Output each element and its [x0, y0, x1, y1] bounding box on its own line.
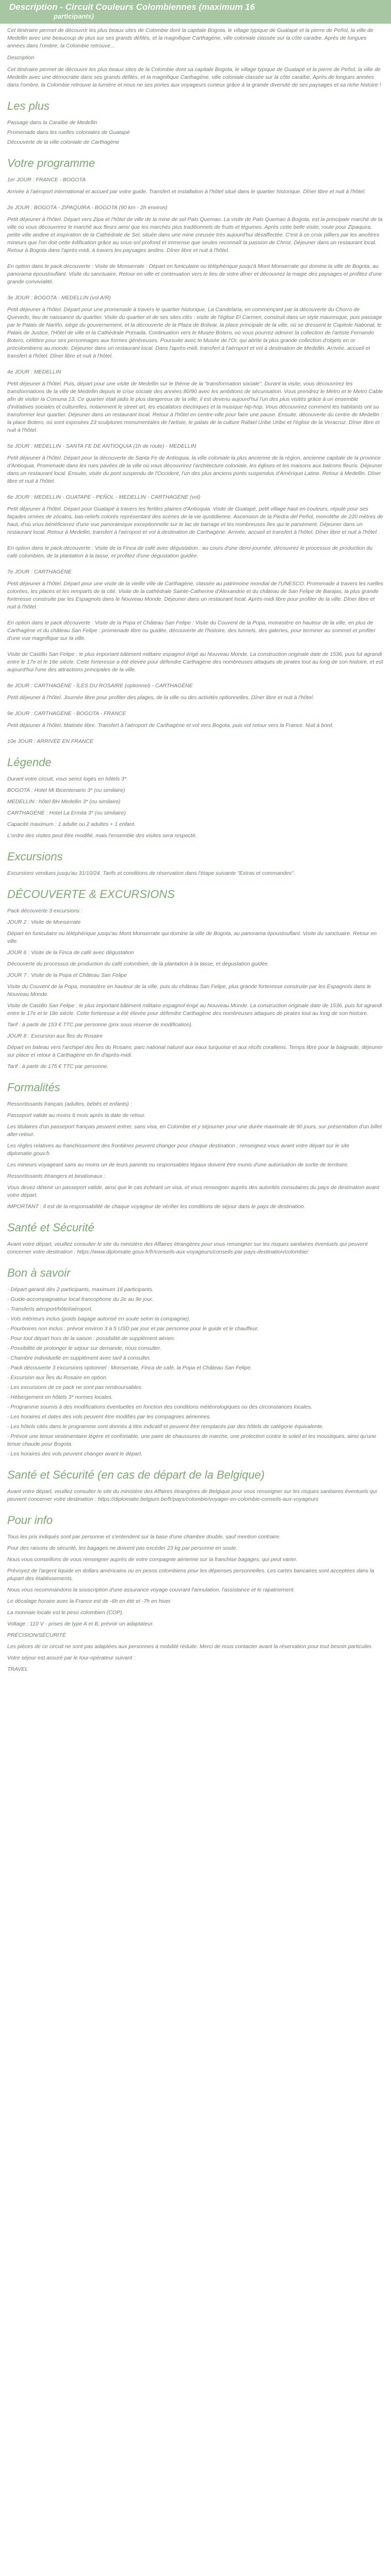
intro-section	[7, 27, 384, 89]
programme-day	[7, 568, 384, 611]
list-item: - Départ garanti dès 2 participants, maximum 16 participants.	[7, 1286, 154, 1293]
section-heading-pack: DÉCOUVERTE & EXCURSIONS	[7, 888, 175, 901]
list-item: - Programme soumis à des modifications éventuelles en fonction des conditions météorologiques ou des circonstances locales.	[7, 1404, 313, 1410]
info-line: Voltage : 110 V - prises de type A et B, prévoir un adaptateur.	[7, 1621, 154, 1627]
day-description: Petit déjeuner à l'hôtel. Départ pour la découverte de Santa Fe de Antioquia, la ville coloniale la plus ancienne de la région, ancienne capitale de la province d'Antioquia. Promenade dans les rues pavées de la ville où vous découvrirez l'architecture coloniale, les églises et les maisons aux balcons fleuris. Déjeuner dans un restaurant local. Ensuite, visite du pont suspendu de l'Occident, l'un des plus anciens ponts suspendus d'Amérique Latine. Retour à Medellin. Dîner libre et nuit à l'hôtel.	[7, 455, 383, 484]
day-title: 3e JOUR : BOGOTA - MEDELLIN (vol A/R)	[7, 295, 111, 301]
pack-line: Tarif : à partir de 153 € TTC par personne (prix sous réserve de modification).	[7, 1022, 193, 1028]
info-line: Prévoyez de l'argent liquide en dollars américains ou en pesos colombiens pour les dépenses personnelles. Les cartes bancaires sont acceptées dans la plupart des établissements.	[7, 1568, 374, 1582]
list-item: - Possibilité de prolonger le séjour sur demande, nous consulter.	[7, 1345, 162, 1351]
list-item: - Pack découverte 3 excursions optionnel : Monserrate, Finca de café, la Popa et Château San Felipe.	[7, 1365, 252, 1371]
section-heading-sante: Santé et Sécurité	[7, 1221, 94, 1234]
sante-block	[7, 1241, 384, 1256]
programme-day	[7, 682, 384, 702]
day-title: 4e JOUR : MEDELLIN	[7, 369, 61, 375]
legend-line: MEDELLIN : hôtel BH Medellin 3* (ou similaire)	[7, 799, 121, 805]
intro-paragraph: Cet itinéraire permet de découvrir les plus beaux sites de la Colombie dont sa capitale Bogota, le village typique de Guatapé et la pierre de Peñol, la ville de Medellin avec une démocratie dans ses grands défilés, et la magnifique Carthagène, ville coloniale classée sur la côte caraïbe. Après de longues années dans l'ombre, la Colombie retrouve la lumière et nous ne ses portes aux voyageurs curieux grâce à la grande diversité de ses paysages et sa riche histoire !	[7, 66, 381, 88]
pack-line: Visite de Castillo San Felipe : le plus important bâtiment militaire espagnol érigé au Nouveau Monde. La construction originale date de 1536, puis fut agrandi entre le 17e et le 18e siècle. Cette forteresse a été élevée pour défendre Carthagène des nombreuses attaques de pirates tout au long de son histoire.	[7, 1003, 382, 1016]
info-line: Nous vous recommandons la souscription d'une assurance voyage couvrant l'annulation, l'assistance et le rapatriement.	[7, 1587, 295, 1593]
pmr-block	[7, 1632, 384, 1673]
list-item: - Les horaires des vols peuvent changer avant le départ.	[7, 1451, 143, 1457]
programme-day	[7, 651, 384, 674]
list-item: Passage dans la Caraïbe de Medellin	[7, 120, 97, 126]
list-item: - Pour tout départ hors de la saison : possibilité de supplément aérien.	[7, 1335, 175, 1342]
day-description: Visite de Castillo San Felipe : le plus important bâtiment militaire espagnol érigé au Nouveau Monde. La construction originale date de 1536, puis fut agrandi entre le 17e et le 18e siècle. Cette forteresse a été élevée pour défendre Carthagène des nombreuses attaques de pirates tout au long de son histoire, et est aujourd'hui l'une des attractions principales de la ville.	[7, 651, 383, 673]
programme-day	[7, 294, 384, 360]
formalites-line: Passeport valide au moins 6 mois après la date de retour.	[7, 1112, 146, 1118]
plus-list	[7, 119, 384, 146]
day-description: Petit déjeuner à l'hôtel. Départ pour une promenade à travers le quartier historique, La Candelaria, en commençant par la découverte du Chorro de Quevedo, lieu de naissance du quartier. Visite du quartier et de ses sites clés : visite de l'église El Carmen, construit dans un style mauresque, puis passage par le Palais de Nariño, siège du gouvernement, et la découverte de la Plaza de Bolivar, la place principale de la ville, où se dressent le Capitole National, le Palais de Justice, l'Hôtel de ville et la Cathédrale Primada. Continuation vers le Musée Botero, où vous pourrez admirer la collection de l'artiste Fernando Botero, célèbre pour ses personnages aux formes généreuses. Poursuite avec le Musée de l'Or, qui abrite la plus grande collection d'objets en or précolombiens au monde. Déjeuner dans un restaurant local. Dans l'après-midi, transfert à l'aéroport et vol à destination de Medellin. Arrivée, accueil et transfert à l'hôtel. Dîner libre et nuit à l'hôtel.	[7, 307, 382, 359]
programme-day	[7, 494, 384, 536]
info-line: Pour des raisons de sécurité, les bagages ne doivent pas excéder 23 kg par personne en soute.	[7, 1545, 238, 1551]
pack-line: Départ en bateau vers l'archipel des Îles du Rosaire, parc national naturel aux eaux turquoise et aux récifs coralliens. Temps libre pour la baignade, déjeuner sur place et retour à Carthagène en fin d'après-midi.	[7, 1044, 383, 1058]
section-heading-programme: Votre programme	[7, 157, 95, 170]
section-heading-plus: Les plus	[7, 99, 50, 112]
day-description: Petit déjeuner à l'hôtel. Puis, départ pour une visite de Medellin sur le thème de la "transformation sociale". Durant la visite, vous découvrirez les transformations de la ville de Medellin depuis le crise sociale des années 80/90 avec les ambitions de sécurisation. Vous prendrez le Metro et le Metro Cable afin de visiter la Comuna 13. Ce quartier était jadis le plus dangereux de la ville, il est devenu aujourd'hui l'un des plus visités grâce à un ensemble d'initiatives sociales et culturelles, notamment le street art, les escalators électriques et la musique hip-hop. Vous découvrirez comment les habitants ont su transformer leur quartier. Déjeuner dans un restaurant local. Retour à l'hôtel en centre-ville pour faire une pause. Ensuite, découverte du centre de Medellin : la place Botero, où sont exposées 23 sculptures monumentales de l'artiste, le palais de la culture Rafael Uribe Uribe et l'église de la Veracruz. Dîner libre et nuit à l'hôtel.	[7, 381, 383, 433]
programme-day	[7, 204, 384, 255]
info-line: Tous les prix indiqués sont par personne et s'entendent sur la base d'une chambre double, sauf mention contraire.	[7, 1534, 281, 1540]
day-title: 8e JOUR : CARTHAGÈNE - ÎLES DU ROSAIRE (optionnel) - CARTHAGÈNE	[7, 683, 193, 689]
programme-day	[7, 368, 384, 434]
formalites-block	[7, 1100, 384, 1211]
page-subtitle: participants)	[54, 12, 94, 20]
list-item: - Guide-accompagnateur local francophone du 2e au 9e jour.	[7, 1296, 154, 1302]
list-item: - Les hôtels cités dans le programme sont donnés à titre indicatif et peuvent être remplacés par des hôtels de catégorie équivalente.	[7, 1423, 324, 1430]
section-heading-legend: Légende	[7, 756, 52, 769]
day-title: 1er JOUR : FRANCE - BOGOTA	[7, 177, 86, 183]
programme-days	[7, 176, 384, 745]
formalites-line: Les titulaires d'un passeport français peuvent entrer, sans visa, en Colombie et y séjourner pour une durée maximale de 90 jours, sur présentation d'un billet aller-retour.	[7, 1124, 382, 1138]
list-item: Découverte de la ville coloniale de Carthagène	[7, 139, 120, 145]
sante-belgique-block	[7, 1488, 384, 1503]
pack-line: Tarif : à partir de 175 € TTC par personne.	[7, 1063, 109, 1070]
formalites-line: Ressortissants étrangers et binationaux :	[7, 1173, 106, 1179]
legend-line: CARTHAGÈNE : Hotel La Ermita 3* (ou similaire)	[7, 810, 126, 816]
day-description: Petit déjeuner à l'hôtel. Départ vers Zipa et l'hôtel de ville de la mine de sel Palo Quemao. La visite de Palo Quemao à Bogota, est la principale marché de la ville où vous découvrirez le marché aux fleurs ainsi que les marchés plus traditionnels de fruits et légumes. Après cette belle visite, route pour Zipaquira, petite ville andine et inspiration de la Cathédrale de Sel, située dans une mine creusée très aujourd'hui désaffectée. C'est à ce croix pilliers par les ancêtres mineurs que l'on doit cette édification grâce au sous-sol profond et immense que seules reconnaît la passion de Christ. Déjeuner dans un restaurant local. Retour à Bogota dans l'après-midi, à travers les paysages andins. Dîner libre et nuit à l'hôtel.	[7, 216, 383, 253]
main-content	[0, 24, 391, 1698]
day-description: En option dans le pack découverte : Visite de Monserrate : Départ en funiculaire ou téléphérique jusqu'à Mont Monserrate qui domine la ville de Bogota, au panorama époustouflant. Visite du sanctuaire. Retour en ville et continuation vers le lieu de votre dîner et découvrez la magie des paysages et profitez d'une grande convivialité.	[7, 263, 382, 285]
list-item: - Les horaires et dates des vols peuvent être modifiés par les compagnies aériennes.	[7, 1414, 211, 1420]
programme-day	[7, 738, 384, 745]
sante-line: Avant votre départ, veuillez consulter le site du ministère des Affaires étrangères pour vous renseigner sur les risques sanitaires éventuels qui peuvent concerner votre destination : https://www.diplomatie.gouv.fr/fr/conseils-aux-voyageurs/conseils-par-pays-destination/colombie/	[7, 1241, 368, 1255]
day-description: En option dans le pack découverte : Visite de la Finca de café avec dégustation : au cours d'une demi-journée, découvrez le processus de production du café colombien, de la plantation à la tasse, et profitez d'une dégustation guidée.	[7, 545, 373, 559]
legend-line: Durant votre circuit, vous serez logés en hôtels 3*.	[7, 776, 128, 782]
formalites-line: Ressortissants français (adultes, bébés et enfants) :	[7, 1101, 132, 1107]
pour-info-block	[7, 1533, 384, 1628]
pmr-line: Les pièces de ce circuit ne sont pas adaptées aux personnes à mobilité réduite. Merci de nous contacter avant la réservation pour tout besoin particulier.	[7, 1643, 373, 1650]
pmr-heading: PRÉCISION/SÉCURITÉ	[7, 1632, 66, 1638]
section-heading-formalites: Formalités	[7, 1081, 60, 1094]
programme-day	[7, 545, 384, 560]
list-item: - Les excursions de ce pack ne sont pas remboursables.	[7, 1384, 143, 1391]
list-item: - Pourboires non inclus : prévoir environ 3 à 5 USD par jour et par personne pour le guide et le chauffeur.	[7, 1326, 259, 1332]
info-line: Le décalage horaire avec la France est de -6h en été et -7h en hiver.	[7, 1598, 172, 1604]
day-title: 6e JOUR : MEDELLIN - GUATAPE - PEÑOL - MEDELLIN - CARTHAGÈNE (vol)	[7, 494, 201, 500]
title-banner	[0, 0, 391, 24]
list-item: - Vols intérieurs inclus (poids bagage autorisé en soute selon la compagnie).	[7, 1316, 191, 1322]
pack-line: Découverte du processus de production du café colombien, de la plantation à la tasse, et dégustation guidée.	[7, 961, 269, 967]
day-title: 5e JOUR : MEDELLIN - SANTA FE DE ANTIOQUIA (1h de route) - MEDELLIN	[7, 443, 197, 449]
day-description: Arrivée à l'aéroport international et accueil par votre guide. Transfert et installation à l'hôtel situé dans le quartier historique. Dîner libre et nuit à l'hôtel.	[7, 189, 366, 195]
sante-line: Avant votre départ, veuillez consulter le site du ministère des Affaires étrangères de Belgique pour vous renseigner sur les risques sanitaires éventuels qui peuvent concerner votre destination : https://diplomatie.belgium.be/fr/pays/colombie/voyager-en-colombie-conseils-aux-voyageurs	[7, 1488, 377, 1502]
section-heading-pour-info: Pour info	[7, 1514, 53, 1527]
pack-line: JOUR 2 : Visite de Monserrate	[7, 919, 81, 925]
pack-line: Pack découverte 3 excursions :	[7, 908, 83, 914]
intro-label: Description	[7, 55, 35, 61]
programme-day	[7, 710, 384, 730]
pack-line: Départ en funiculaire ou téléphérique jusqu'au Mont Monserrate qui domine la ville de Bogota, au panorama époustouflant. Visite du sanctuaire. Retour en ville.	[7, 930, 377, 944]
programme-day	[7, 619, 384, 642]
day-title: 7e JOUR : CARTHAGÈNE	[7, 569, 72, 575]
list-item: - Hébergement en hôtels 3* normes locales.	[7, 1394, 113, 1400]
section-heading-bon-a-savoir: Bon à savoir	[7, 1266, 71, 1279]
formalites-line: Les règles relatives au franchissement des frontières peuvent changer pour chaque destination ; renseignez-vous avant votre départ sur le site diplomatie.gouv.fr.	[7, 1143, 350, 1157]
programme-day	[7, 263, 384, 286]
day-title: 2e JOUR : BOGOTA - ZIPAQUIRA - BOGOTA (90 km - 2h environ)	[7, 205, 168, 211]
pack-line: JOUR 7 : Visite de la Popa et Château San Felipe	[7, 972, 127, 978]
day-description: Petit déjeuner à l'hôtel. Journée libre pour profiter des plages, de la ville ou des activités optionnelles. Dîner libre et nuit à l'hôtel.	[7, 694, 314, 701]
section-heading-sante-belgique: Santé et Sécurité (en cas de départ de la Belgique)	[7, 1468, 265, 1481]
info-line: La monnaie locale est le peso colombien (COP).	[7, 1609, 124, 1616]
list-item: Promenade dans les ruelles coloniales de Guatapé	[7, 129, 130, 135]
day-description: Petit déjeuner à l'hôtel. Départ pour Guatapé à travers les fertiles plaines d'Antioquia. Visite de Guatapé, petit village haut en couleurs, réputé pour ses façades ornées de zócalos, bas-reliefs colorés représentant des scènes de la vie quotidienne. Ascension de la Piedra del Peñol, monolithe de 220 mètres de haut, d'où vous bénéficierez d'une vue panoramique exceptionnelle sur le lac de barrage et les nombreuses îles qui le parsèment. Déjeuner dans un restaurant local. Retour à Medellin, transfert à l'aéroport et vol à destination de Carthagène. Arrivée, accueil et transfert à l'hôtel. Dîner libre et nuit à l'hôtel.	[7, 506, 383, 535]
list-item: - Prévoir une tenue vestimentaire légère et confortable, une paire de chaussures de marche, une protection contre le soleil et les moustiques, ainsi qu'une tenue chaude pour Bogota.	[7, 1433, 377, 1447]
legend-line: Capacité maximum : 1 adulte ou 2 adultes + 1 enfant.	[7, 821, 136, 827]
formalites-line: Les mineurs voyageant sans au moins un de leurs parents ou responsables légaux doivent être munis d'une autorisation de sortie de territoire.	[7, 1162, 349, 1168]
day-title: 9e JOUR : CARTHAGÈNE - BOGOTA - FRANCE	[7, 710, 126, 717]
day-title: 10e JOUR : ARRIVÉE EN FRANCE	[7, 738, 94, 744]
excursions-block	[7, 870, 384, 877]
info-line: Nous vous conseillons de vous renseigner auprès de votre compagnie aérienne sur la franchise bagages, qui peut varier.	[7, 1556, 298, 1563]
day-description: En option dans le pack découverte : Visite de la Popa et Château San Felipe : Visite du Couvent de la Popa, monastère en hauteur de la ville, en plus de Carthagène et du château San Felipe : promenade libre ou guidée, découverte de l'histoire, des tunnels, des galeries, pour terminer au sommet et profiter d'une vue magnifique sur la ville.	[7, 620, 376, 641]
list-item: - Transferts aéroport/hôtel/aéroport.	[7, 1306, 93, 1312]
formalites-line: Vous devez détenir un passeport valide, ainsi que le cas échéant un visa, et vous renseigner auprès des autorités consulaires du pays de destination avant votre départ.	[7, 1184, 380, 1198]
intro-paragraph: Cet itinéraire permet de découvrir les plus beaux sites de Colombie dont la capitale Bogota, le village typique de Guatapé et la pierre de Peñol, la ville de Medellin avec une beaucoup de plus sur ses grands défilés, et la magnifique Carthagène, ville coloniale classée sur la côte caraïbe. Après de longues années dans l'ombre, la Colombie retrouve...	[7, 27, 373, 49]
pack-line: Visite du Couvent de la Popa, monastère en hauteur de la ville, puis du château San Felipe, plus grande forteresse construite par les Espagnols dans le Nouveau Monde.	[7, 984, 371, 997]
list-item: - Chambre individuelle en supplément avec tarif à consulter.	[7, 1355, 151, 1361]
programme-day	[7, 443, 384, 485]
pack-line: JOUR 6 : Visite de la Finca de café avec dégustation	[7, 950, 134, 956]
pmr-line: TRAVEL	[7, 1666, 28, 1672]
bon-a-savoir-list	[7, 1286, 384, 1458]
legend-block	[7, 775, 384, 840]
day-description: Petit déjeuner à l'hôtel. Matinée libre. Transfert à l'aéroport de Carthagène et vol vers Bogota, puis vol retour vers la France. Nuit à bord.	[7, 722, 334, 728]
pack-block	[7, 907, 384, 1071]
page-title: Description - Circuit Couleurs Colombiennes (maximum 16	[9, 2, 255, 12]
legend-line: BOGOTA : Hotel Mi Bicentenario 3* (ou similaire)	[7, 787, 125, 793]
excursions-line: Excursions vendues jusqu'au 31/10/24. Tarifs et conditions de réservation dans l'étape suivante "Extras et commandes".	[7, 870, 295, 876]
legend-line: L'ordre des visites peut être modifié, mais l'ensemble des visites sera respecté.	[7, 833, 197, 839]
programme-day	[7, 176, 384, 196]
formalites-line: IMPORTANT : Il est de la responsabilité de chaque voyageur de vérifier les conditions de séjour dans le pays de destination.	[7, 1204, 306, 1210]
day-description: Petit déjeuner à l'hôtel. Départ pour une visite de la vieille ville de Carthagène, classée au patrimoine mondial de l'UNESCO. Promenade à travers les ruelles colorées, les places et les remparts de la cité. Visite de la cathédrale Sainte-Catherine d'Alexandrie et du château de San Felipe de Barajas, la plus grande forteresse construite par les Espagnols dans le Nouveau Monde. Déjeuner dans un restaurant local. Après-midi libre pour profiter de la ville. Dîner libre et nuit à l'hôtel.	[7, 581, 383, 610]
section-heading-excursions: Excursions	[7, 850, 63, 863]
list-item: - Excursion aux Îles du Rosaire en option.	[7, 1375, 108, 1381]
pmr-line: Votre séjour est assuré par le tour-opérateur suivant :	[7, 1655, 136, 1661]
pack-line: JOUR 8 : Excursion aux Îles du Rosaire	[7, 1033, 103, 1039]
